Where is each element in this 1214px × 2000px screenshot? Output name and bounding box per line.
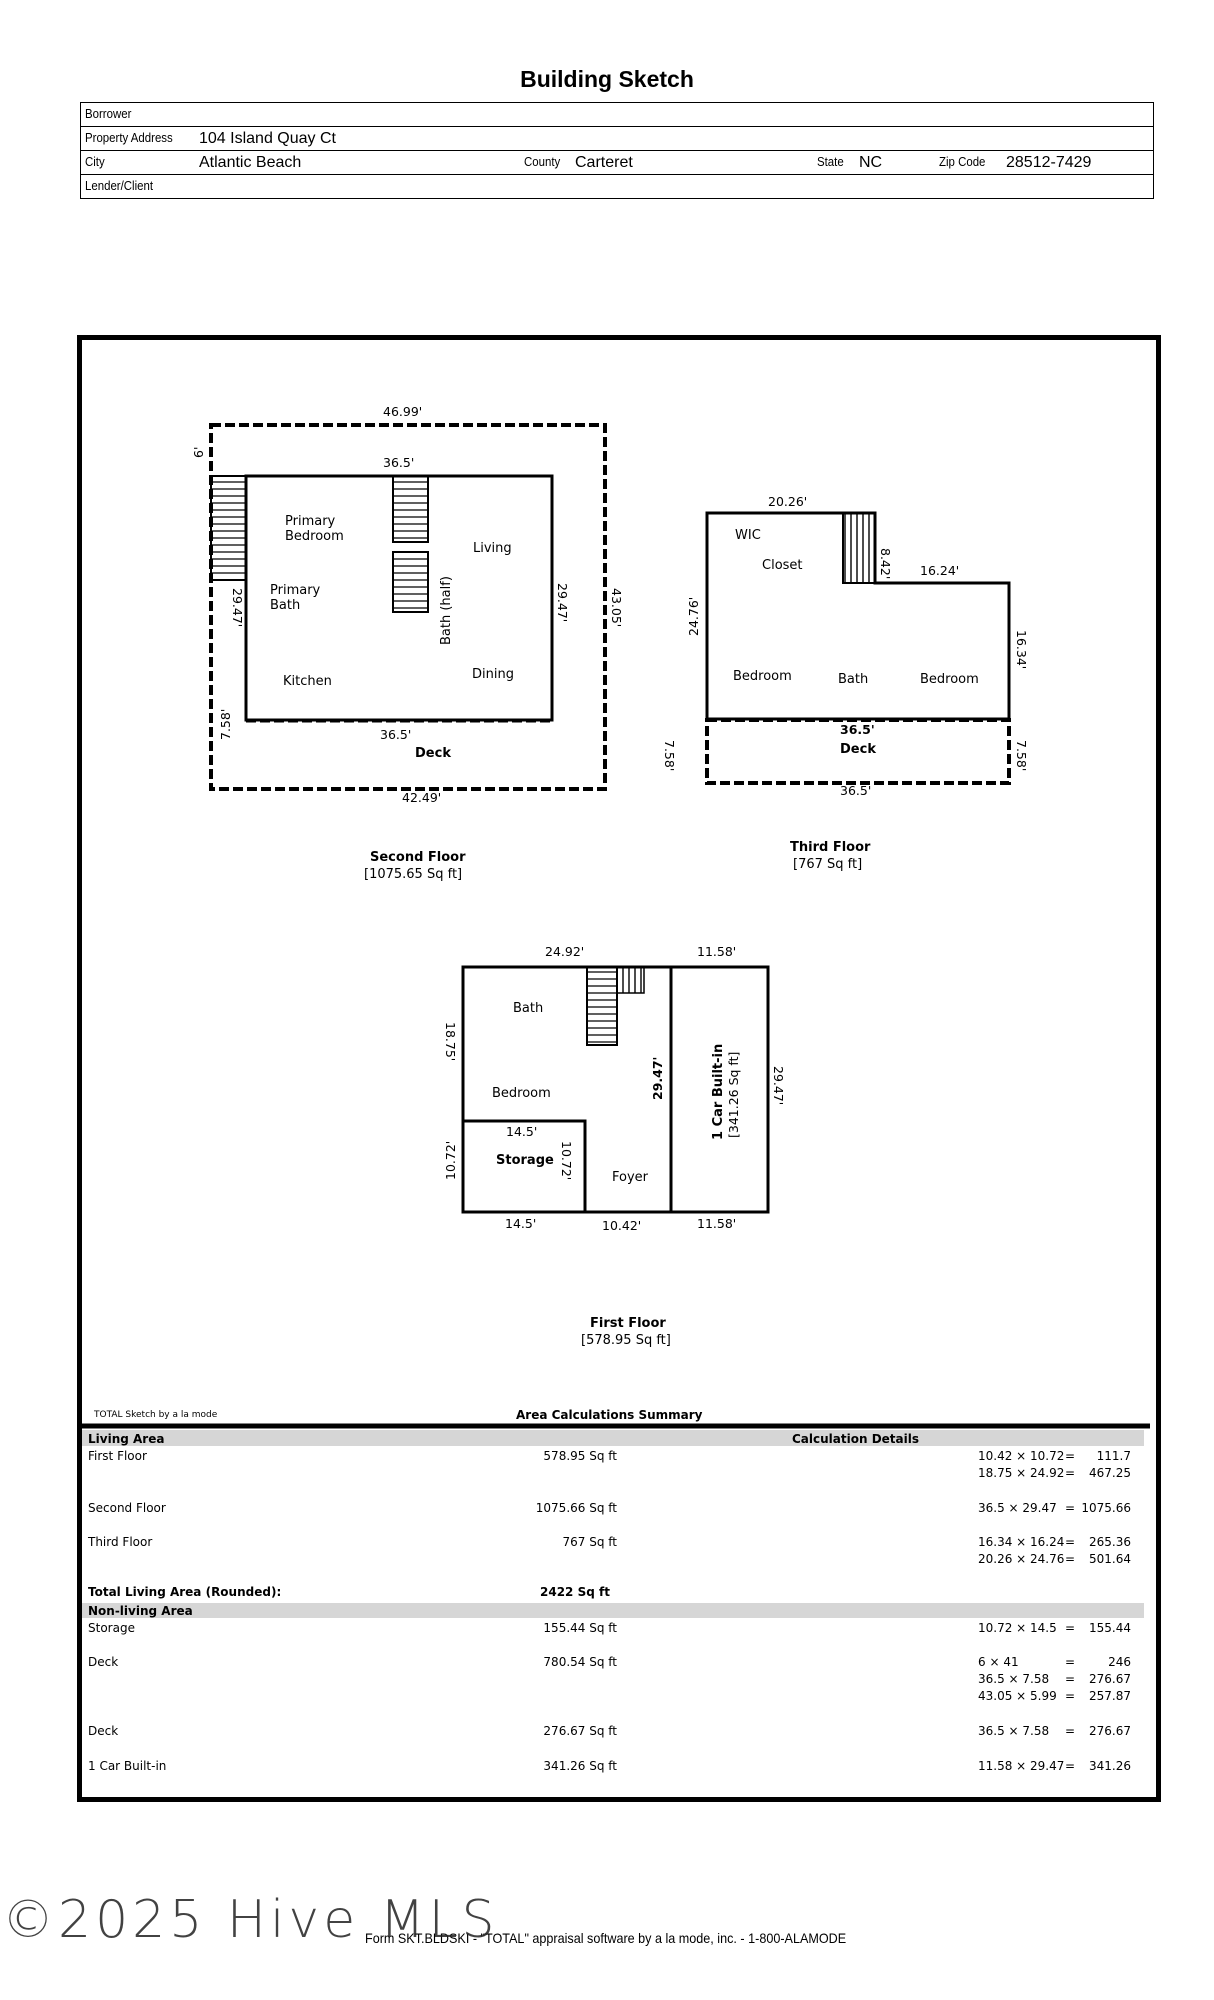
nonliving-row-calc-expr: 6 × 41 (978, 1655, 1019, 1669)
living-row-calc-eq: = (1064, 1552, 1076, 1566)
page-title: Building Sketch (520, 66, 694, 92)
third-floor-name: Third Floor (790, 840, 871, 855)
living-row-calc-expr: 18.75 × 24.92 (978, 1466, 1065, 1480)
living-row-calc-expr: 36.5 × 29.47 (978, 1501, 1057, 1515)
third-floor-stairs (843, 513, 875, 583)
nonliving-row-calc-result: 246 (1108, 1655, 1131, 1669)
nonliving-row-calc-expr: 10.72 × 14.5 (978, 1621, 1057, 1635)
state-value: NC (859, 154, 883, 171)
nonliving-row-name: Deck (88, 1724, 119, 1738)
dim-third-top: 20.26' (768, 494, 808, 509)
room-bedroom-third-left: Bedroom (733, 669, 792, 684)
living-row-area: 1075.66 Sq ft (535, 1501, 617, 1515)
nonliving-row-calc-eq: = (1064, 1621, 1076, 1635)
zip-label: Zip Code (939, 154, 986, 169)
nonliving-row-calc-result: 276.67 (1089, 1672, 1131, 1686)
room-bath-first: Bath (513, 1001, 544, 1016)
dim-first-bottom-middle: 10.42' (602, 1218, 642, 1233)
nonliving-row-calc-eq: = (1064, 1672, 1076, 1686)
nonliving-row-calc-eq: = (1064, 1759, 1076, 1773)
dim-first-top-right: 11.58' (697, 944, 737, 959)
room-bedroom-first: Bedroom (492, 1086, 551, 1101)
nonliving-row-area: 155.44 Sq ft (543, 1621, 617, 1635)
room-living: Living (473, 541, 512, 556)
room-kitchen: Kitchen (283, 674, 332, 689)
room-bath-third: Bath (838, 672, 869, 687)
nonliving-row-calc-expr: 43.05 × 5.99 (978, 1689, 1057, 1703)
garage-area: [341.26 Sq ft] (726, 1051, 741, 1138)
dim-first-bottom-left: 14.5' (505, 1216, 537, 1231)
living-area-header: Living Area (88, 1432, 165, 1446)
total-value: 2422 Sq ft (540, 1585, 610, 1599)
dim-third-842: 8.42' (878, 548, 893, 580)
dim-second-left: 29.47' (230, 588, 245, 628)
nonliving-row-area: 780.54 Sq ft (543, 1655, 617, 1669)
dim-storage-top: 14.5' (506, 1124, 538, 1139)
watermark: ©2025 Hive MLS (2, 1890, 499, 1950)
nonliving-row-area: 276.67 Sq ft (543, 1724, 617, 1738)
dim-second-deck-left: 7.58' (218, 708, 233, 740)
second-floor-stairs-up (393, 476, 428, 542)
living-row-calc-eq: = (1064, 1501, 1076, 1515)
room-deck-third: Deck (840, 742, 876, 757)
room-foyer: Foyer (612, 1170, 649, 1185)
county-label: County (524, 154, 561, 169)
dim-second-deck-top: 36.5' (380, 727, 412, 742)
nonliving-row-calc-expr: 11.58 × 29.47 (978, 1759, 1065, 1773)
living-row-calc-result: 467.25 (1089, 1466, 1131, 1480)
living-row-name: Third Floor (88, 1535, 153, 1549)
dim-third-1624: 16.24' (920, 563, 960, 578)
living-row-area: 578.95 Sq ft (543, 1449, 617, 1463)
nonliving-row-calc-eq: = (1064, 1655, 1076, 1669)
calc-details-header: Calculation Details (792, 1432, 920, 1446)
first-floor-plan (443, 944, 786, 1348)
first-floor-area: [578.95 Sq ft] (581, 1333, 671, 1348)
dim-third-left: 24.76' (686, 596, 701, 636)
dim-third-deck-right: 7.58' (1014, 740, 1029, 772)
nonliving-row-calc-result: 257.87 (1089, 1689, 1131, 1703)
nonliving-row-name: Deck (88, 1655, 119, 1669)
dim-second-bottom: 42.49' (402, 790, 442, 805)
dim-first-bottom-right: 11.58' (697, 1216, 737, 1231)
dim-second-right-inner: 29.47' (555, 583, 570, 623)
dim-first-top-left: 24.92' (545, 944, 585, 959)
dim-second-6: 6' (191, 446, 206, 458)
room-bath-half: Bath (half) (439, 576, 454, 645)
second-floor-area: [1075.65 Sq ft] (364, 867, 463, 882)
living-row-calc-result: 111.7 (1096, 1449, 1131, 1463)
address-value: 104 Island Quay Ct (199, 130, 336, 147)
living-row-area: 767 Sq ft (562, 1535, 617, 1549)
nonliving-header: Non-living Area (88, 1604, 193, 1618)
second-floor-name: Second Floor (370, 850, 466, 865)
living-row-calc-expr: 10.42 × 10.72 (978, 1449, 1065, 1463)
room-primary-bedroom-2: Bedroom (285, 529, 344, 544)
borrower-label: Borrower (85, 106, 132, 121)
third-floor-area: [767 Sq ft] (793, 857, 863, 872)
living-row-name: First Floor (88, 1449, 147, 1463)
living-row-calc-expr: 20.26 × 24.76 (978, 1552, 1065, 1566)
living-row-calc-expr: 16.34 × 16.24 (978, 1535, 1065, 1549)
living-row-calc-eq: = (1064, 1449, 1076, 1463)
second-floor-stairs-down (393, 552, 428, 612)
nonliving-row-calc-result: 341.26 (1089, 1759, 1131, 1773)
first-floor-stairs (587, 967, 617, 1045)
room-deck-second: Deck (415, 746, 451, 761)
room-primary-bath-2: Bath (270, 598, 301, 613)
nonliving-row-calc-result: 155.44 (1089, 1621, 1131, 1635)
nonliving-row-name: 1 Car Built-in (88, 1759, 167, 1773)
nonliving-row-calc-eq: = (1064, 1689, 1076, 1703)
dim-third-bottom: 36.5' (840, 783, 872, 798)
dim-first-right: 29.47' (771, 1066, 786, 1106)
city-label: City (85, 154, 105, 169)
nonliving-row-calc-expr: 36.5 × 7.58 (978, 1724, 1050, 1738)
area-summary (77, 1408, 1150, 1773)
dim-first-middle: 29.47' (650, 1056, 665, 1100)
living-row-calc-result: 501.64 (1089, 1552, 1131, 1566)
nonliving-row-calc-expr: 36.5 × 7.58 (978, 1672, 1050, 1686)
summary-title: Area Calculations Summary (516, 1408, 703, 1422)
sketch-credit: TOTAL Sketch by a la mode (94, 1410, 218, 1420)
living-row-calc-eq: = (1064, 1466, 1076, 1480)
zip-value: 28512-7429 (1006, 154, 1092, 171)
state-label: State (817, 154, 844, 169)
room-car-built-in: 1 Car Built-in (711, 1043, 726, 1140)
lender-label: Lender/Client (85, 178, 154, 193)
county-value: Carteret (575, 154, 633, 171)
room-dining: Dining (472, 667, 514, 682)
dim-second-top: 46.99' (383, 404, 423, 419)
room-storage: Storage (496, 1153, 554, 1168)
living-row-name: Second Floor (88, 1501, 166, 1515)
living-row-calc-result: 265.36 (1089, 1535, 1131, 1549)
dim-first-left: 18.75' (443, 1022, 458, 1062)
dim-third-deck-top: 36.5' (840, 722, 875, 737)
room-closet: Closet (762, 558, 803, 573)
city-value: Atlantic Beach (199, 154, 302, 171)
first-floor-stairs-landing (617, 967, 644, 993)
total-label: Total Living Area (Rounded): (88, 1585, 282, 1599)
living-row-calc-eq: = (1064, 1535, 1076, 1549)
first-floor-name: First Floor (590, 1316, 666, 1331)
dim-storage-right: 10.72' (559, 1141, 574, 1181)
room-primary-bedroom-1: Primary (285, 514, 336, 529)
nonliving-row-calc-eq: = (1064, 1724, 1076, 1738)
nonliving-row-name: Storage (88, 1621, 135, 1635)
second-floor-stairs-exterior (211, 476, 246, 580)
second-floor-plan (191, 404, 624, 882)
dim-second-inner-top: 36.5' (383, 455, 415, 470)
dim-second-right-outer: 43.05' (609, 588, 624, 628)
room-bedroom-third-right: Bedroom (920, 672, 979, 687)
footer-text: Form SKT.BLDSKI - "TOTAL" appraisal software by a la mode, inc. - 1-800-ALAMODE (365, 1930, 847, 1946)
room-wic: WIC (735, 528, 761, 543)
nonliving-row-area: 341.26 Sq ft (543, 1759, 617, 1773)
living-row-calc-result: 1075.66 (1081, 1501, 1131, 1515)
dim-third-deck-left: 7.58' (662, 740, 677, 772)
address-label: Property Address (85, 130, 173, 145)
dim-storage-left: 10.72' (443, 1140, 458, 1180)
third-floor-plan (662, 494, 1029, 872)
nonliving-row-calc-result: 276.67 (1089, 1724, 1131, 1738)
dim-third-right: 16.34' (1014, 630, 1029, 670)
room-primary-bath-1: Primary (270, 583, 321, 598)
